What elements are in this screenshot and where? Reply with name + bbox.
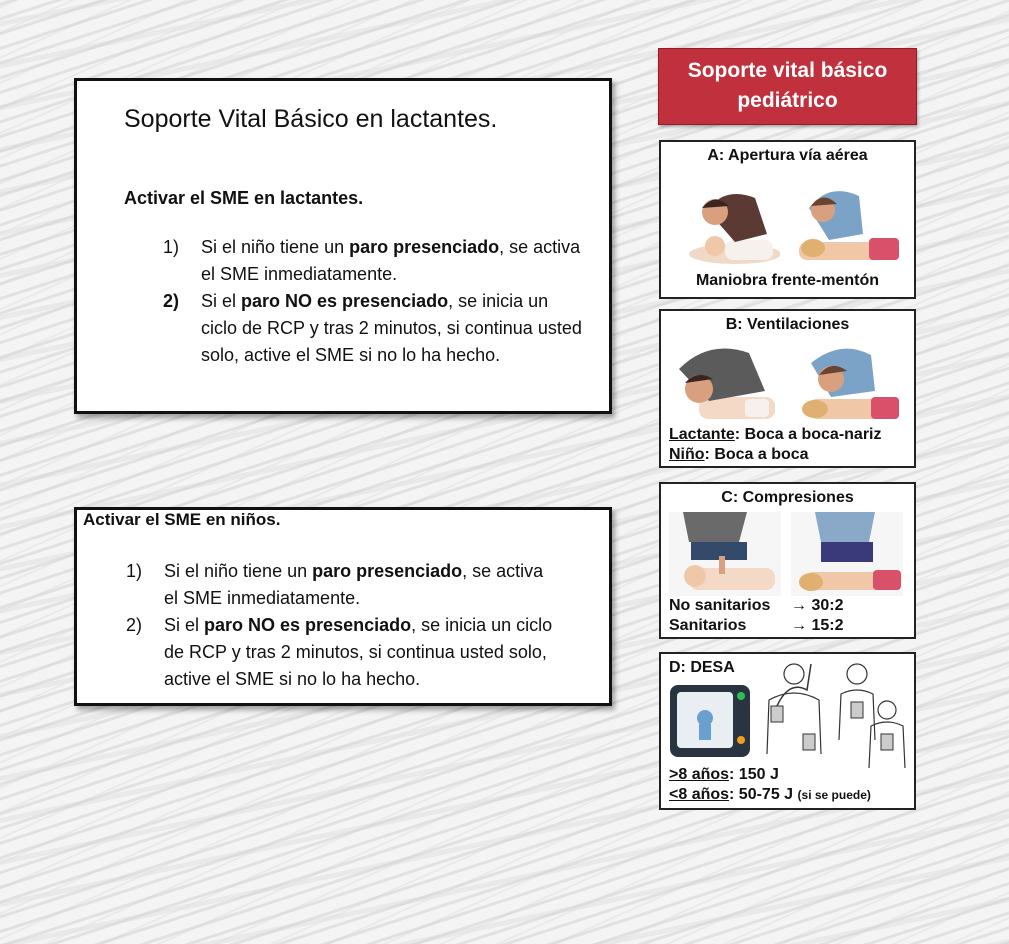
over-8-years-row <box>669 766 779 784</box>
compressions-panel <box>659 482 916 639</box>
infant-value: : Boca a boca-nariz <box>734 426 882 443</box>
list-item <box>163 288 586 369</box>
aed-title: D: DESA <box>669 659 735 676</box>
under-8-note: (si se puede) <box>797 788 871 802</box>
infant-label: Lactante <box>669 426 735 443</box>
item-text: Si el niño tiene un <box>201 237 350 257</box>
under-8-energy: : 50-75 J <box>729 786 794 803</box>
infant-compressions-illustration <box>669 512 781 596</box>
child-ventilation-illustration <box>791 339 903 425</box>
ventilation-panel <box>659 309 916 468</box>
healthcare-row <box>669 617 844 635</box>
child-steps-list <box>126 558 559 693</box>
child-activate-sme-heading: Activar el SME en niños. <box>83 510 281 529</box>
infant-bls-title: Soporte Vital Básico en lactantes. <box>124 105 498 133</box>
infant-airway-illustration <box>685 178 780 266</box>
item-bold-text: paro presenciado <box>312 561 463 581</box>
header-line-2: pediátrico <box>737 89 838 112</box>
child-value: : Boca a boca <box>704 446 809 463</box>
child-compressions-illustration <box>791 512 903 596</box>
airway-caption: Maniobra frente-mentón <box>695 272 880 289</box>
item-text: Si el niño tiene un <box>164 561 313 581</box>
header-line-1: Soporte vital básico <box>687 59 888 82</box>
item-text: , se inicia un ciclo de RCP y tras 2 minutos, si continua usted solo, active el SME si no lo ha hecho. <box>164 615 553 689</box>
healthcare-label: Sanitarios <box>669 617 747 634</box>
pediatric-bls-header <box>658 48 917 125</box>
non-healthcare-row <box>669 597 844 615</box>
infant-ventilation-illustration <box>669 339 781 425</box>
list-item <box>163 234 586 288</box>
item-bold-text: paro presenciado <box>349 237 500 257</box>
airway-panel <box>659 140 916 299</box>
item-text: , se activa el SME inmediatamente. <box>164 561 544 608</box>
child-pad-placement-icon <box>837 660 911 770</box>
child-bls-box <box>74 507 612 706</box>
healthcare-ratio: → 15:2 <box>791 617 844 634</box>
compressions-title: C: Compresiones <box>721 489 854 506</box>
under-8-label: <8 años <box>669 786 730 803</box>
item-text: , se activa el SME inmediatamente. <box>201 237 581 284</box>
aed-panel <box>659 652 916 810</box>
item-number: 2) <box>126 615 143 635</box>
infant-ventilation-row <box>669 426 882 444</box>
infant-bls-box <box>74 78 612 414</box>
item-bold-text: paro NO es presenciado <box>204 615 412 635</box>
airway-title: A: Apertura vía aérea <box>707 147 868 164</box>
over-8-label: >8 años <box>669 766 730 783</box>
list-item <box>126 612 559 693</box>
child-label: Niño <box>669 446 705 463</box>
item-number: 2) <box>163 291 180 311</box>
ventilation-title: B: Ventilaciones <box>725 316 850 333</box>
non-healthcare-label: No sanitarios <box>669 597 771 614</box>
adult-pad-placement-icon <box>759 660 829 756</box>
under-8-years-row <box>669 786 871 804</box>
child-ventilation-row <box>669 446 809 464</box>
child-airway-illustration <box>789 178 904 266</box>
item-bold-text: paro NO es presenciado <box>241 291 449 311</box>
infant-activate-sme-heading: Activar el SME en lactantes. <box>124 188 364 208</box>
item-number: 1) <box>126 561 143 581</box>
item-text: , se inicia un ciclo de RCP y tras 2 minutos, si continua usted solo, active el SME si no lo ha hecho. <box>201 291 582 365</box>
item-number: 1) <box>163 237 180 257</box>
aed-device-icon <box>669 684 751 758</box>
over-8-energy: : 150 J <box>729 766 779 783</box>
non-healthcare-ratio: → 30:2 <box>791 597 844 614</box>
item-text: Si el <box>201 291 242 311</box>
infant-steps-list <box>163 234 586 369</box>
item-text: Si el <box>164 615 205 635</box>
list-item <box>126 558 559 612</box>
